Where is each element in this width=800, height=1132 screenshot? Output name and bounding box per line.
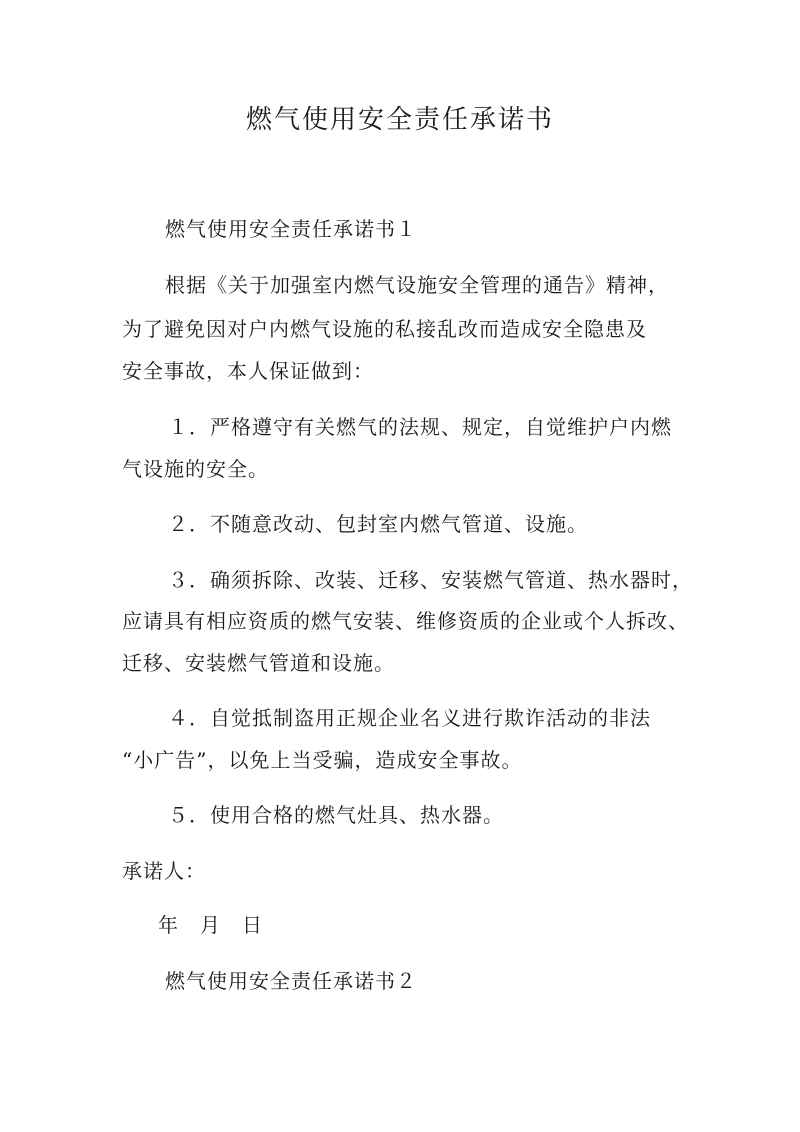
document-title: 燃气使用安全责任承诺书: [245, 105, 554, 135]
item-3-line-3: 迁移、安装燃气管道和设施。: [122, 651, 395, 675]
intro-paragraph-line-1: 根据《关于加强室内燃气设施安全管理的通告》精神，: [165, 273, 669, 297]
date-label: 年 月 日: [158, 913, 263, 937]
intro-paragraph-line-2: 为了避免因对户内燃气设施的私接乱改而造成安全隐患及: [122, 317, 647, 341]
section-2-heading: 燃气使用安全责任承诺书２: [165, 969, 417, 993]
item-3-line-2: 应请具有相应资质的燃气安装、维修资质的企业或个人拆改、: [122, 609, 689, 633]
item-1-line-2: 气设施的安全。: [122, 457, 269, 481]
item-1-line-1: １．严格遵守有关燃气的法规、规定，自觉维护户内燃: [168, 415, 672, 439]
item-4-line-1: ４．自觉抵制盗用正规企业名义进行欺诈活动的非法: [168, 706, 651, 730]
item-2-line-1: ２．不随意改动、包封室内燃气管道、设施。: [168, 512, 588, 536]
item-5-line-1: ５．使用合格的燃气灶具、热水器。: [168, 803, 504, 827]
item-4-line-2: “小广告”，以免上当受骗，造成安全事故。: [122, 748, 523, 772]
signer-label: 承诺人：: [122, 859, 206, 883]
section-1-heading: 燃气使用安全责任承诺书１: [165, 217, 417, 241]
item-3-line-1: ３．确须拆除、改装、迁移、安装燃气管道、热水器时，: [168, 568, 693, 592]
intro-paragraph-line-3: 安全事故，本人保证做到：: [122, 359, 374, 383]
